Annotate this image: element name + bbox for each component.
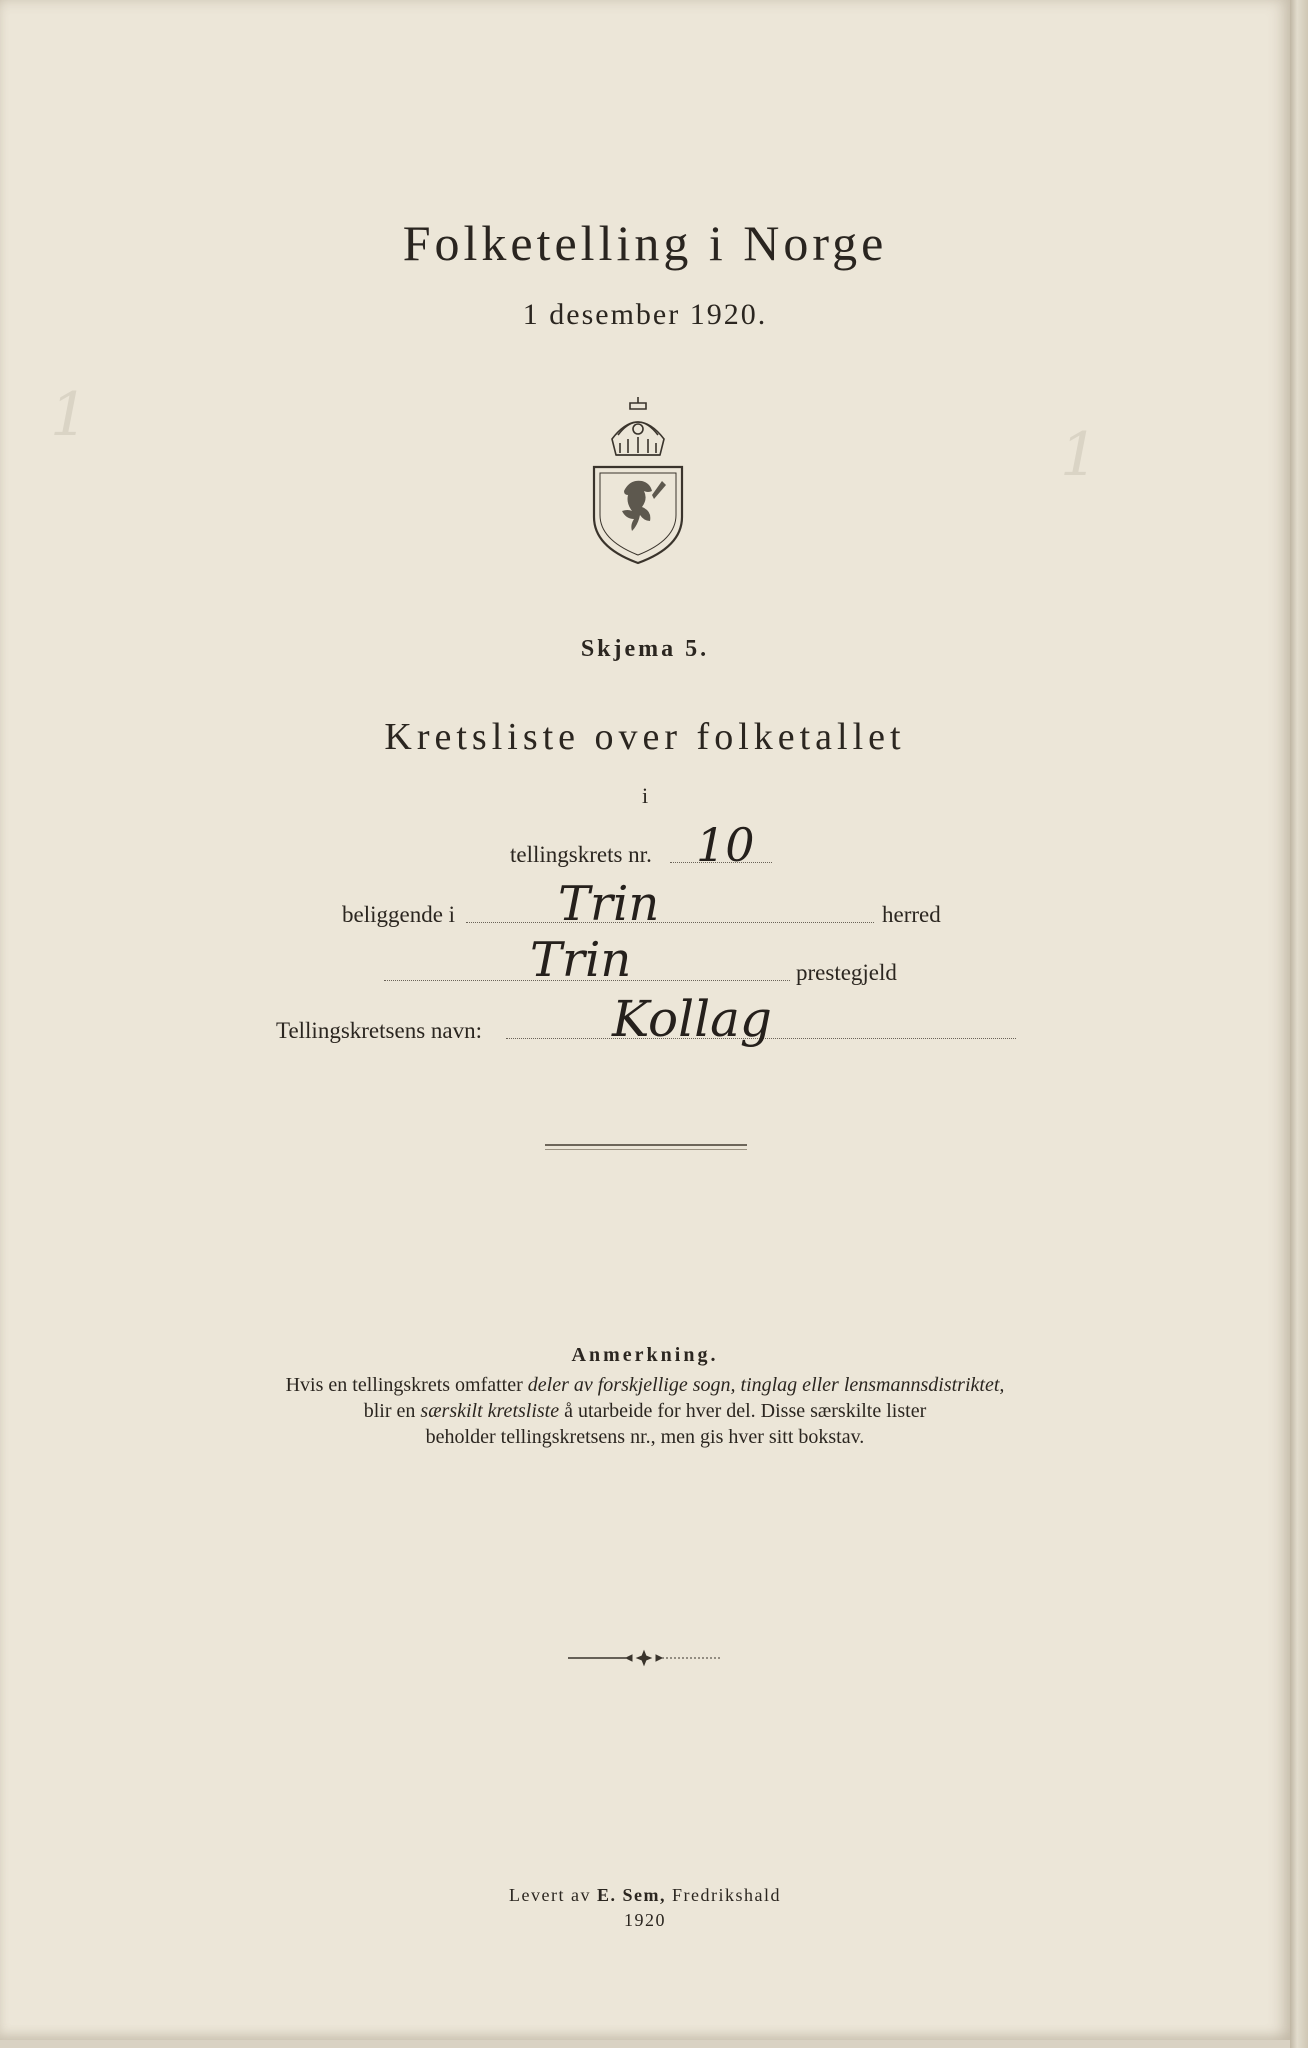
printer-year: 1920 <box>624 1910 666 1930</box>
krets-navn-value[interactable]: Kollag <box>612 990 772 1048</box>
ornament-divider-icon <box>566 1648 722 1668</box>
form-subtitle: Kretsliste over folketallet <box>384 716 906 758</box>
herred-field-line <box>466 922 874 923</box>
schema-number: Skjema 5. <box>580 636 710 662</box>
divider-rule <box>545 1144 747 1146</box>
printer-credit: Levert av E. Sem, Fredrikshald <box>509 1885 781 1905</box>
beliggende-label: beliggende i <box>342 902 456 927</box>
herred-suffix: herred <box>882 902 941 927</box>
preposition-i: i <box>641 783 649 808</box>
tellingskrets-number-value[interactable]: 10 <box>696 818 755 872</box>
note-line-1: Hvis en tellingskrets omfatter deler av forskjellige sogn, tinglag eller lensmannsdistriktet, <box>285 1374 1005 1396</box>
show-through-marks: 1 <box>50 380 89 450</box>
prestegjeld-suffix: prestegjeld <box>796 960 897 985</box>
note-text <box>0 1372 1290 1450</box>
note-line-2: blir en særskilt kretsliste å utarbeide for hver del. Disse særskilte lister <box>363 1400 927 1422</box>
prestegjeld-value[interactable]: Trin <box>530 932 632 988</box>
page-title: Folketelling i Norge <box>402 215 888 271</box>
note-heading: Anmerkning. <box>571 1344 719 1366</box>
krets-navn-label: Tellingskretsens navn: <box>276 1018 482 1043</box>
note-line-3: beholder tellingskretsens nr., men gis hver sitt bokstav. <box>425 1426 865 1448</box>
herred-value[interactable]: Trin <box>558 876 660 932</box>
tellingskrets-label: tellingskrets nr. <box>510 842 652 867</box>
census-date: 1 desember 1920. <box>522 298 768 331</box>
page-edge <box>1290 0 1308 2048</box>
norway-coat-of-arms-icon <box>590 395 686 567</box>
divider-rule-thin <box>545 1149 747 1150</box>
show-through-marks: 1 <box>1060 420 1099 490</box>
